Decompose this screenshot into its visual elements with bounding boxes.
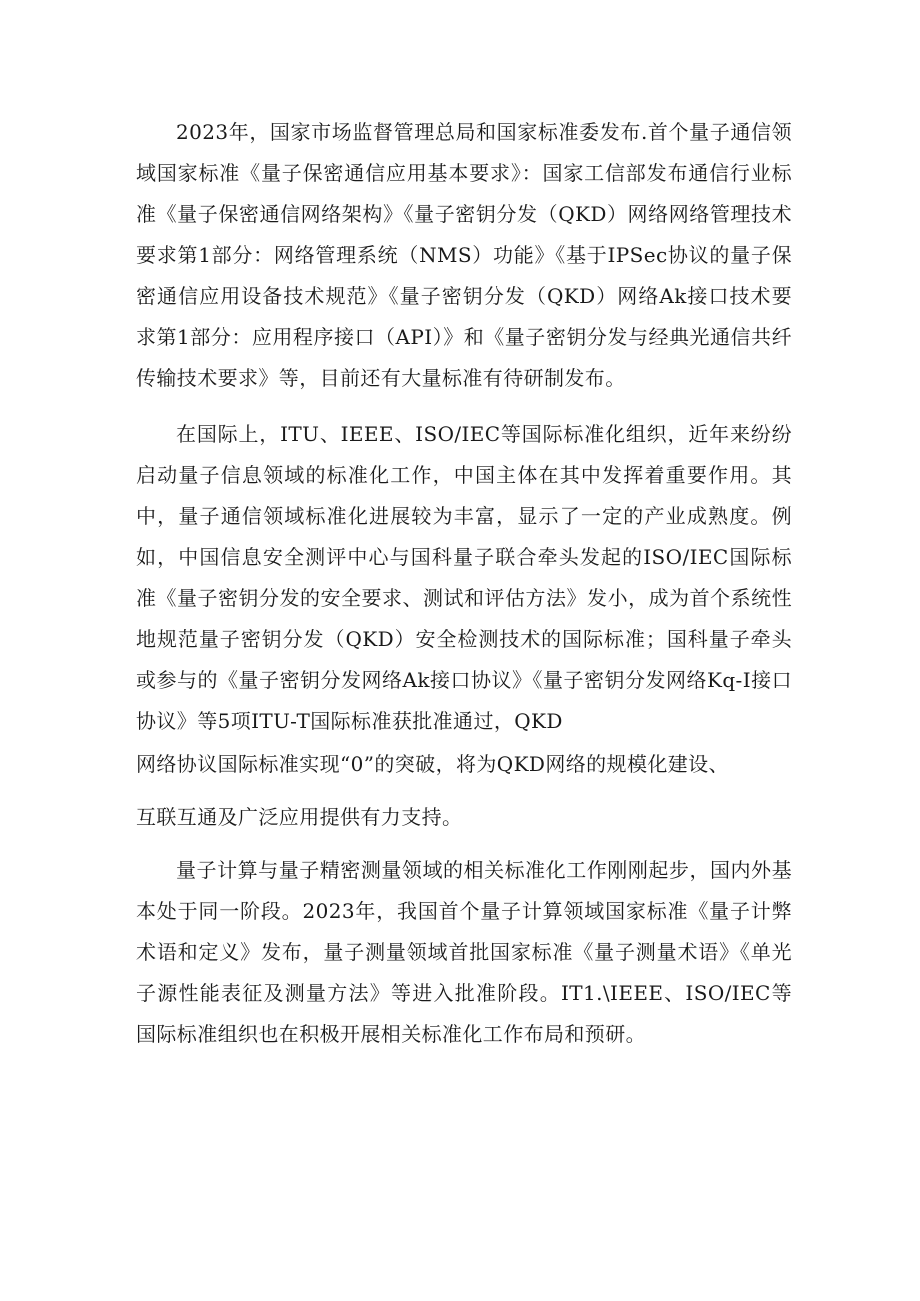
paragraph-quantum-computing-standards: 量子计算与量子精密测量领域的相关标准化工作刚刚起步，国内外基本处于同一阶段。2023年，我国首个量子计算领域国家标准《量子计弊术语和定义》发布，量子测量领域首批国家标准《量子测量术语》《单光子源性能表征及测量方法》等进入批准阶段。IT1.\IEEE、ISO/IEC等国际标准组织也在积极开展相关标准化工作布局和预研。 <box>136 858 792 1046</box>
paragraph-domestic-standards: 2023年，国家市场监督管理总局和国家标准委发布.首个量子通信领域国家标准《量子保密通信应用基本要求》：国家工信部发布通信行业标准《量子保密通信网络架构》《量子密钥分发（QKD）网络网络管理技术要求第1部分：网络管理系统（NMS）功能》《基于IPSec协议的量子保密通信应用设备技术规范》《量子密钥分发（QKD）网络Ak接口技术要求第1部分：应用程序接口（API）》和《量子密钥分发与经典光通信共纤传输技术要求》等，目前还有大量标准有待研制发布。 <box>136 120 792 390</box>
paragraph-international-standards: 在国际上，ITU、IEEE、ISO/IEC等国际标准化组织，近年来纷纷启动量子信息领域的标准化工作，中国主体在其中发挥着重要作用。其中，量子通信领域标准化进展较为丰富，显示了一定的产业成熟度。例如，中国信息安全测评中心与国科量子联合牵头发起的ISO/IEC国际标准《量子密钥分发的安全要求、测试和评估方法》发小，成为首个系统性地规范量子密钥分发（QKD）安全检测技术的国际标准；国科量子牵头或参与的《量子密钥分发网络Ak接口协议》《量子密钥分发网络Kq-I接口协议》等5项ITU-T国际标准获批准通过，QKD <box>136 422 792 733</box>
paragraph-fragment-line-2: 互联互通及广泛应用提供有力支持。 <box>136 805 463 829</box>
document-body <box>136 112 792 1055</box>
paragraph-fragment-line-1: 网络协议国际标准实现“0”的突破，将为QKD网络的规模化建设、 <box>136 752 729 776</box>
